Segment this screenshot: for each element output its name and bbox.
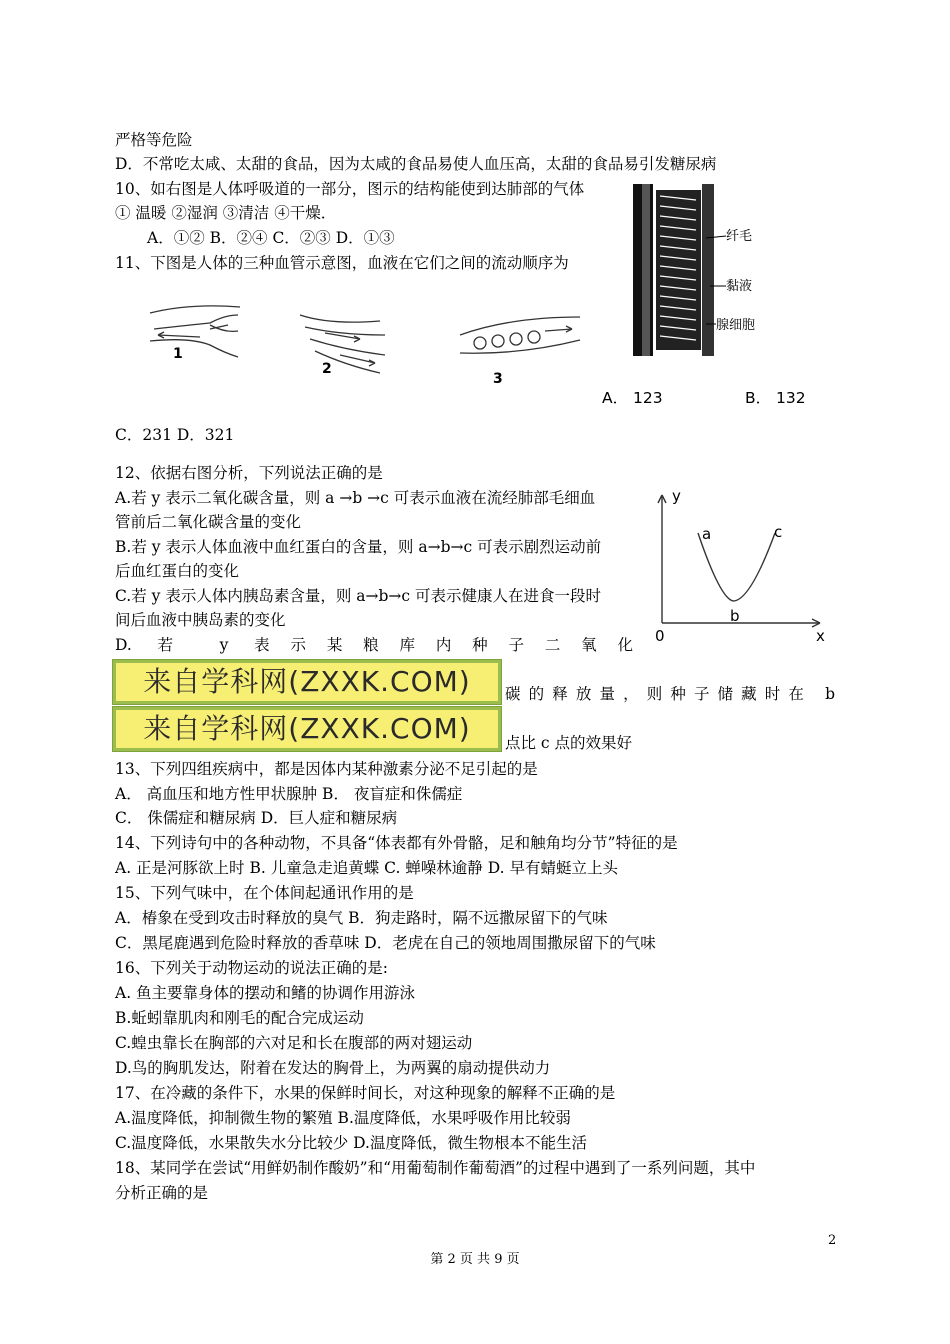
- q16-option-b: B.蚯蚓靠肌肉和刚毛的配合完成运动: [115, 1009, 364, 1027]
- text-line: ① 温暖 ②湿润 ③清洁 ④干燥．: [115, 204, 337, 222]
- question-12: 12、依据右图分析，下列说法正确的是: [115, 464, 383, 482]
- q10-options: A．①② B．②④ C．②③ D．①③: [147, 229, 395, 247]
- label-mucus: 黏液: [726, 279, 753, 294]
- question-16: 16、下列关于动物运动的说法正确的是:: [115, 959, 388, 977]
- blood-vessels-figure: [140, 295, 600, 390]
- text-line: 点比 c 点的效果好: [505, 734, 633, 752]
- q17-options-cd: C.温度降低，水果散失水分比较少 D.温度降低，微生物根本不能生活: [115, 1134, 587, 1152]
- label-cilia: 纤毛: [726, 229, 753, 244]
- question-11: 11、下图是人体的三种血管示意图，血液在它们之间的流动顺序为: [115, 254, 569, 272]
- curve-graph: [650, 483, 840, 643]
- text-line: A.若 y 表示二氧化碳含量，则 a →b →c 可表示血液在流经肺部毛细血: [115, 489, 596, 507]
- q16-option-a: A. 鱼主要靠身体的摆动和鳍的协调作用游泳: [115, 984, 416, 1002]
- vessel-label-1: 1: [173, 346, 183, 362]
- page-number: 2: [828, 1233, 837, 1248]
- text-line: B.若 y 表示人体血液中血红蛋白的含量，则 a→b→c 可表示剧烈运动前: [115, 538, 602, 556]
- q15-options-ab: A．椿象在受到攻击时释放的臭气 B．狗走路时，隔不远撒尿留下的气味: [115, 909, 608, 927]
- text-line: 间后血液中胰岛素的变化: [115, 611, 286, 629]
- q11-options-cd: C．231 D．321: [115, 426, 235, 444]
- q16-option-c: C.蝗虫靠长在胸部的六对足和长在腹部的两对翅运动: [115, 1034, 473, 1052]
- question-15: 15、下列气味中，在个体间起通讯作用的是: [115, 884, 414, 902]
- axis-y-label: y: [672, 487, 681, 505]
- q17-options-ab: A.温度降低，抑制微生物的繁殖 B.温度降低，水果呼吸作用比较弱: [115, 1109, 571, 1127]
- page-footer: 第 2 页 共 9 页: [430, 1252, 520, 1267]
- q15-options-cd: C．黑尾鹿遇到危险时释放的香草味 D．老虎在自己的领地周围撒尿留下的气味: [115, 934, 656, 952]
- question-10: 10、如右图是人体呼吸道的一部分，图示的结构能使到达肺部的气体: [115, 180, 585, 198]
- point-b-label: b: [730, 607, 740, 625]
- origin-label: 0: [655, 627, 665, 643]
- vessel-label-2: 2: [322, 361, 332, 377]
- text-line: C.若 y 表示人体内胰岛素含量，则 a→b→c 可表示健康人在进食一段时: [115, 587, 602, 605]
- vessel-label-3: 3: [493, 371, 503, 387]
- text-line: D．不常吃太咸、太甜的食品，因为太咸的食品易使人血压高，太甜的食品易引发糖尿病: [115, 155, 717, 173]
- q13-options-cd: C． 侏儒症和糖尿病 D．巨人症和糖尿病: [115, 809, 398, 827]
- q11-option-b: B． 132: [745, 389, 806, 407]
- point-c-label: c: [774, 523, 783, 541]
- point-a-label: a: [702, 525, 712, 543]
- q11-option-a: A． 123: [602, 389, 663, 407]
- text-line: 分析正确的是: [115, 1184, 209, 1202]
- q13-options-ab: A． 高血压和地方性甲状腺肿 B． 夜盲症和侏儒症: [115, 785, 463, 803]
- text-line: 碳的释放量，则种子储藏时在 b: [505, 685, 835, 703]
- watermark-banner: 来自学科网(ZXXK.COM): [112, 706, 502, 752]
- text-line: D. 若 y 表示某粮库内种子二氧化: [115, 636, 633, 654]
- text-line: 后血红蛋白的变化: [115, 562, 240, 580]
- question-13: 13、下列四组疾病中，都是因体内某种激素分泌不足引起的是: [115, 760, 538, 778]
- label-gland-cells: 腺细胞: [716, 318, 756, 333]
- q16-option-d: D.鸟的胸肌发达，附着在发达的胸骨上，为两翼的扇动提供动力: [115, 1059, 551, 1077]
- watermark-banner: 来自学科网(ZXXK.COM): [112, 659, 502, 705]
- question-14: 14、下列诗句中的各种动物，不具备“体表都有外骨骼，足和触角均分节”特征的是: [115, 834, 678, 852]
- airway-figure: [628, 182, 778, 360]
- text-line: 管前后二氧化碳含量的变化: [115, 513, 302, 531]
- question-17: 17、在冷藏的条件下，水果的保鲜时间长，对这种现象的解释不正确的是: [115, 1084, 616, 1102]
- q14-options: A. 正是河豚欲上时 B. 儿童急走追黄蝶 C. 蝉噪林逾静 D. 早有蜻蜓立上头: [115, 859, 618, 877]
- axis-x-label: x: [816, 627, 825, 643]
- question-18: 18、某同学在尝试“用鲜奶制作酸奶”和“用葡萄制作葡萄酒”的过程中遇到了一系列问题，其中: [115, 1159, 756, 1177]
- text-line: 严格等危险: [115, 131, 193, 149]
